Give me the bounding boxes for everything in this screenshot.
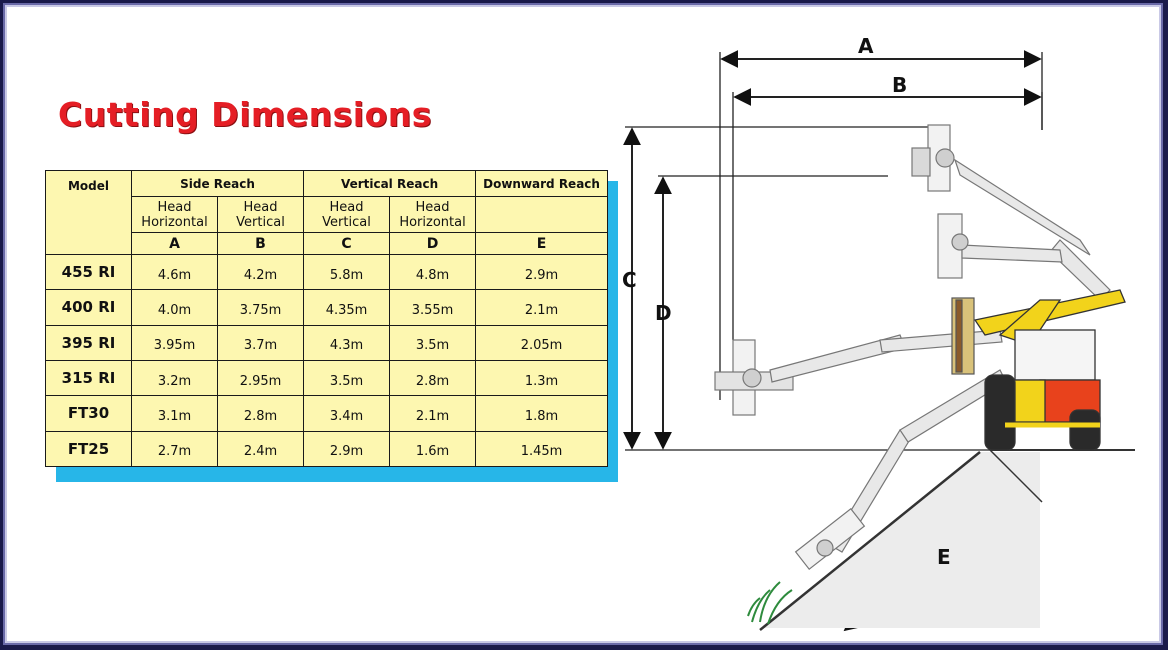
value-d: 3.5m xyxy=(390,325,476,360)
model-cell: 455 RI xyxy=(46,255,132,290)
reach-diagram xyxy=(600,20,1160,645)
value-a: 3.95m xyxy=(132,325,218,360)
value-e: 1.3m xyxy=(476,360,608,395)
value-e: 1.8m xyxy=(476,396,608,431)
table-row xyxy=(46,325,608,360)
label-c: C xyxy=(622,268,637,292)
value-c: 3.5m xyxy=(304,360,390,395)
value-b: 4.2m xyxy=(218,255,304,290)
letter-a: A xyxy=(132,233,218,255)
value-d: 1.6m xyxy=(390,431,476,466)
subheader-e xyxy=(476,197,608,233)
value-a: 3.1m xyxy=(132,396,218,431)
label-a: A xyxy=(858,34,874,58)
model-cell: 400 RI xyxy=(46,290,132,325)
value-e: 2.9m xyxy=(476,255,608,290)
value-d: 2.8m xyxy=(390,360,476,395)
value-a: 4.6m xyxy=(132,255,218,290)
label-b: B xyxy=(892,73,908,97)
value-a: 4.0m xyxy=(132,290,218,325)
value-b: 2.95m xyxy=(218,360,304,395)
value-b: 3.75m xyxy=(218,290,304,325)
value-b: 3.7m xyxy=(218,325,304,360)
label-e: E xyxy=(937,545,951,569)
page-title: Cutting Dimensions xyxy=(58,95,432,134)
subheader-d: Head Horizontal xyxy=(390,197,476,233)
value-d: 2.1m xyxy=(390,396,476,431)
value-b: 2.4m xyxy=(218,431,304,466)
value-a: 3.2m xyxy=(132,360,218,395)
value-b: 2.8m xyxy=(218,396,304,431)
model-cell: 395 RI xyxy=(46,325,132,360)
mower-head-raised xyxy=(952,298,974,374)
model-cell: FT30 xyxy=(46,396,132,431)
model-cell: 315 RI xyxy=(46,360,132,395)
value-c: 4.3m xyxy=(304,325,390,360)
subheader-a: Head Horizontal xyxy=(132,197,218,233)
value-a: 2.7m xyxy=(132,431,218,466)
value-e: 1.45m xyxy=(476,431,608,466)
letter-c: C xyxy=(304,233,390,255)
value-e: 2.05m xyxy=(476,325,608,360)
value-e: 2.1m xyxy=(476,290,608,325)
table-row xyxy=(46,396,608,431)
letter-e: E xyxy=(476,233,608,255)
value-d: 3.55m xyxy=(390,290,476,325)
model-header: Model xyxy=(46,171,132,255)
letter-d: D xyxy=(390,233,476,255)
value-c: 4.35m xyxy=(304,290,390,325)
subheader-c: Head Vertical xyxy=(304,197,390,233)
letter-b: B xyxy=(218,233,304,255)
table-row xyxy=(46,431,608,466)
label-d: D xyxy=(655,301,672,325)
vertical-reach-header: Vertical Reach xyxy=(304,171,476,197)
model-cell: FT25 xyxy=(46,431,132,466)
side-reach-header: Side Reach xyxy=(132,171,304,197)
value-c: 3.4m xyxy=(304,396,390,431)
table-row xyxy=(46,255,608,290)
dimensions-table xyxy=(45,170,608,467)
value-d: 4.8m xyxy=(390,255,476,290)
subheader-b: Head Vertical xyxy=(218,197,304,233)
table-row xyxy=(46,360,608,395)
value-c: 5.8m xyxy=(304,255,390,290)
downward-reach-header: Downward Reach xyxy=(476,171,608,197)
tractor-icon xyxy=(975,290,1125,450)
value-c: 2.9m xyxy=(304,431,390,466)
table-row xyxy=(46,290,608,325)
